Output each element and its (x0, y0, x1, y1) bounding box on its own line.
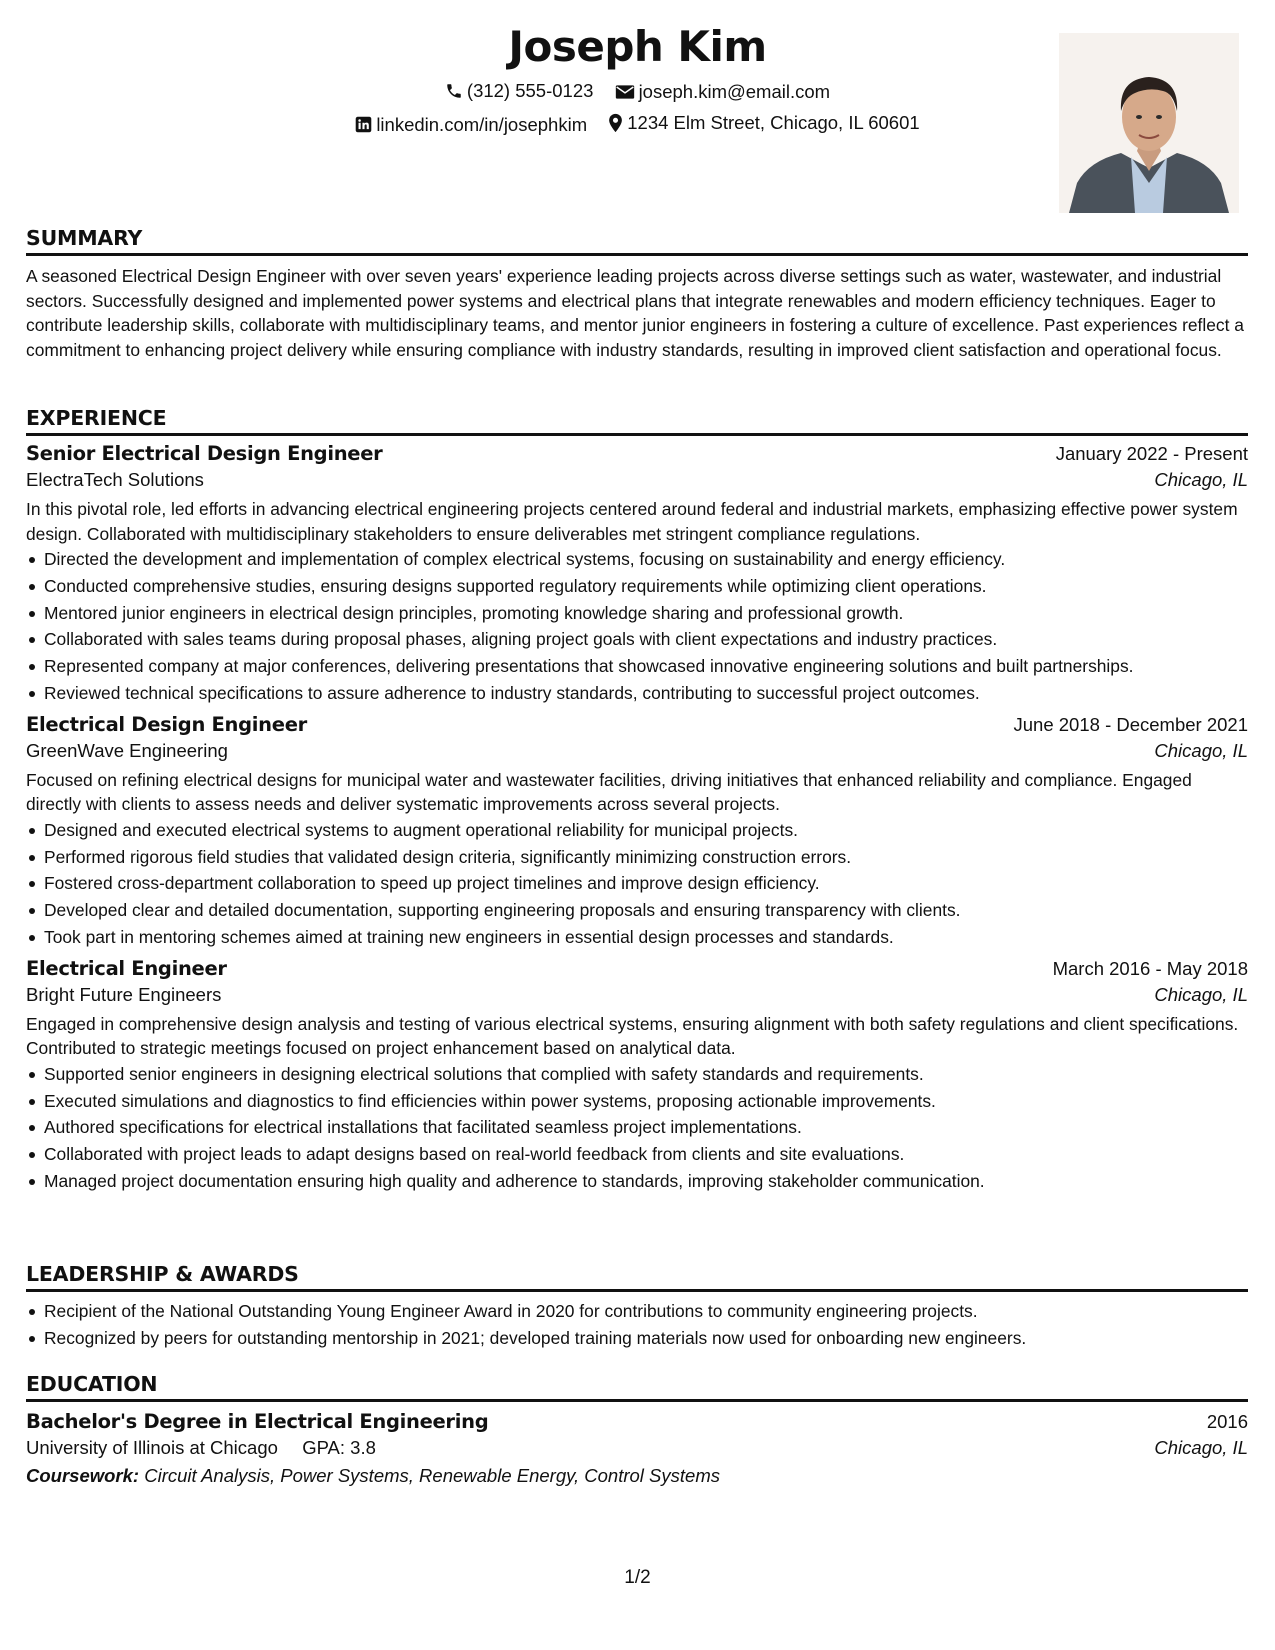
job-entry (26, 442, 1248, 707)
list-item: Developed clear and detailed documentation, supporting engineering proposals and ensuring transparency with clients. (26, 897, 1248, 924)
leadership-bullets (26, 1298, 1248, 1352)
section-title-leadership: LEADERSHIP & AWARDS (26, 1262, 1248, 1292)
summary-section (26, 226, 1248, 362)
candidate-name: Joseph Kim (508, 22, 767, 71)
job-entry (26, 957, 1248, 1195)
job-subheader (26, 740, 1248, 762)
education-header (26, 1410, 1248, 1433)
phone-contact (445, 80, 594, 102)
list-item: Executed simulations and diagnostics to find efficiencies within power systems, proposing actionable improvements. (26, 1088, 1248, 1115)
education-subheader (26, 1437, 1248, 1459)
coursework-list: Circuit Analysis, Power Systems, Renewable Energy, Control Systems (144, 1465, 720, 1486)
section-title-education: EDUCATION (26, 1372, 1248, 1402)
school-info (26, 1437, 376, 1459)
job-bullets (26, 817, 1248, 951)
company-name: Bright Future Engineers (26, 983, 222, 1005)
job-dates: June 2018 - December 2021 (1013, 713, 1248, 735)
job-description: In this pivotal role, led efforts in advancing electrical engineering projects centered around federal and industrial markets, emphasizing effective power system design. Collaborated with multidisciplinary stakeholders to ensure deliverables met stringent compliance regulations. (26, 499, 1238, 544)
company-name: GreenWave Engineering (26, 739, 228, 761)
list-item: Conducted comprehensive studies, ensuring designs supported regulatory requirements while optimizing client operations. (26, 573, 1248, 600)
job-location: Chicago, IL (1154, 983, 1248, 1005)
linkedin-icon (355, 116, 372, 133)
summary-text: A seasoned Electrical Design Engineer with over seven years' experience leading projects across diverse settings such as water, wastewater, and industrial sectors. Successfully designed and implemented power systems and electrical plans that integrate renewables and modern efficiency techniques. Eager to contribute leadership skills, collaborate with multidisciplinary teams, and mentor junior engineers in fostering a culture of excellence. Past experiences reflect a commitment to enhancing project delivery while ensuring compliance with industry standards, resulting in improved client satisfaction and operational focus. (26, 266, 1244, 360)
list-item: Fostered cross-department collaboration to speed up project timelines and improve design efficiency. (26, 870, 1248, 897)
degree-title: Bachelor's Degree in Electrical Engineering (26, 1410, 489, 1433)
list-item: Reviewed technical specifications to assure adherence to industry standards, contributing to successful project outcomes. (26, 680, 1248, 707)
phone-icon (445, 82, 463, 100)
list-item: Directed the development and implementation of complex electrical systems, focusing on sustainability and energy efficiency. (26, 546, 1248, 573)
company-name: ElectraTech Solutions (26, 469, 204, 490)
job-bullets (26, 546, 1248, 707)
job-subheader (26, 984, 1248, 1006)
page-number: 1/2 (624, 1567, 651, 1588)
job-header (26, 442, 1248, 465)
coursework (26, 1465, 1248, 1487)
job-description: Engaged in comprehensive design analysis and testing of various electrical systems, ensuring alignment with both safety regulations and client specifications. Contributed to strategic meetings focused on project enhancement based on analytical data. (26, 1013, 1239, 1059)
job-header (26, 713, 1248, 736)
graduation-year: 2016 (1206, 1411, 1248, 1432)
job-header (26, 957, 1248, 980)
list-item: Designed and executed electrical systems to augment operational reliability for municipal projects. (26, 817, 1248, 844)
list-item: Mentored junior engineers in electrical design principles, promoting knowledge sharing and professional growth. (26, 600, 1248, 627)
job-dates: March 2016 - May 2018 (1052, 957, 1248, 979)
linkedin-text[interactable]: linkedin.com/in/josephkim (376, 113, 588, 135)
list-item: Supported senior engineers in designing electrical solutions that complied with safety standards and requirements. (26, 1061, 1248, 1088)
email-contact[interactable] (615, 81, 831, 103)
section-title-experience: EXPERIENCE (26, 406, 1248, 436)
education-section (26, 1372, 1248, 1487)
list-item: Performed rigorous field studies that validated design criteria, significantly minimizing construction errors. (26, 844, 1248, 871)
address-text: 1234 Elm Street, Chicago, IL 60601 (627, 112, 920, 133)
section-title-summary: SUMMARY (26, 226, 1248, 256)
phone-text: (312) 555-0123 (466, 80, 594, 101)
job-entry (26, 713, 1248, 951)
address-contact (608, 112, 919, 134)
gpa: GPA: 3.8 (302, 1437, 376, 1458)
experience-section (26, 406, 1248, 1195)
job-title: Electrical Engineer (26, 956, 227, 980)
list-item: Recipient of the National Outstanding Young Engineer Award in 2020 for contributions to community engineering projects. (26, 1298, 1248, 1325)
leadership-section (26, 1262, 1248, 1352)
list-item: Authored specifications for electrical installations that facilitated seamless project implementations. (26, 1114, 1248, 1141)
list-item: Collaborated with project leads to adapt designs based on real-world feedback from clients and site evaluations. (26, 1141, 1248, 1168)
job-title: Electrical Design Engineer (26, 712, 307, 736)
job-title: Senior Electrical Design Engineer (26, 442, 383, 465)
list-item: Took part in mentoring schemes aimed at training new engineers in essential design processes and standards. (26, 924, 1248, 951)
list-item: Recognized by peers for outstanding mentorship in 2021; developed training materials now used for onboarding new engineers. (26, 1325, 1248, 1352)
list-item: Managed project documentation ensuring high quality and adherence to standards, improving stakeholder communication. (26, 1168, 1248, 1195)
list-item: Represented company at major conferences, delivering presentations that showcased innovative engineering solutions and built partnerships. (26, 653, 1248, 680)
job-location: Chicago, IL (1154, 469, 1248, 490)
job-description: Focused on refining electrical designs for municipal water and wastewater facilities, driving initiatives that enhanced reliability and compliance. Engaged directly with clients to assess needs and deliver systematic improvements across several projects. (26, 769, 1192, 815)
school-location: Chicago, IL (1154, 1437, 1248, 1458)
school-name: University of Illinois at Chicago (26, 1437, 278, 1458)
map-pin-icon (608, 113, 623, 133)
job-location: Chicago, IL (1154, 739, 1248, 761)
job-dates: January 2022 - Present (1055, 443, 1248, 464)
envelope-icon (615, 84, 635, 100)
email-text[interactable]: joseph.kim@email.com (638, 81, 831, 102)
coursework-label: Coursework: (26, 1465, 140, 1486)
list-item: Collaborated with sales teams during proposal phases, aligning project goals with client expectations and industry practices. (26, 626, 1248, 653)
job-bullets (26, 1061, 1248, 1195)
job-subheader (26, 469, 1248, 491)
resume-header (0, 0, 1275, 230)
linkedin-contact[interactable] (355, 114, 587, 136)
profile-photo (1059, 33, 1239, 213)
